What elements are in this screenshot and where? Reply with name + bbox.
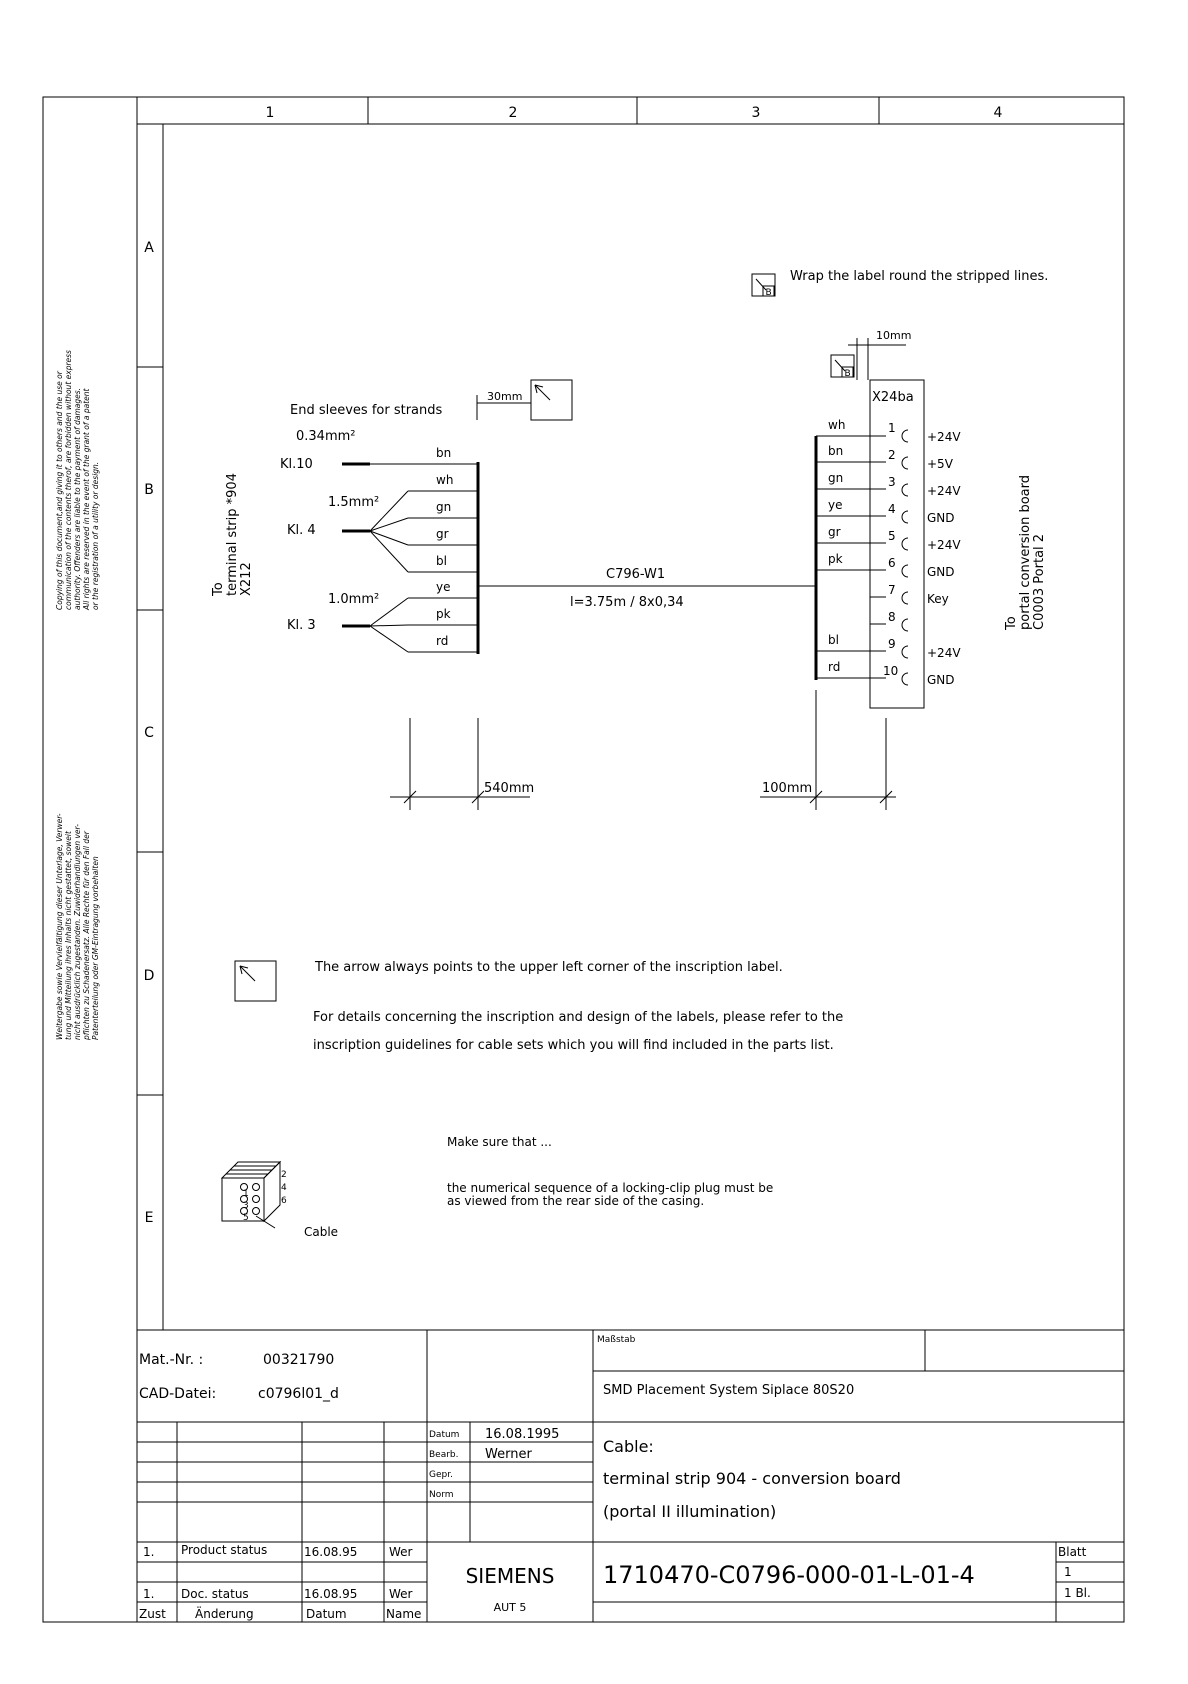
svg-text:Weitergabe sowie Vervielfältig: Weitergabe sowie Vervielfältigung dieser Unterlage, Verwer- [55, 813, 64, 1040]
copyright-notice-de [55, 813, 100, 1041]
mat-value: 00321790 [263, 1352, 335, 1368]
copyright-notice-en [55, 350, 100, 611]
svg-text:5: 5 [243, 1213, 249, 1223]
svg-text:pk: pk [828, 552, 843, 566]
header-zust: Zust [139, 1607, 166, 1621]
fan-kl3 [370, 598, 478, 652]
svg-text:GND: GND [927, 511, 955, 525]
end-sleeves-label: End sleeves for strands [290, 403, 443, 418]
blatt-value: 1 [1064, 1565, 1072, 1579]
svg-text:2: 2 [281, 1170, 287, 1180]
svg-text:wh: wh [436, 473, 454, 487]
svg-text:nicht ausdrücklich zugestanden: nicht ausdrücklich zugestanden. Zuwiderhandlungen ver- [73, 824, 82, 1040]
label-marker-icon [752, 274, 775, 298]
dimension-lines [390, 690, 896, 810]
row-label: C [144, 725, 154, 741]
connector-pins [883, 421, 898, 678]
system-name: SMD Placement System Siplace 80S20 [603, 1383, 855, 1398]
dim-540mm: 540mm [484, 781, 535, 796]
column-label: 4 [993, 105, 1003, 121]
svg-text:6: 6 [281, 1196, 287, 1206]
svg-text:gr: gr [828, 525, 841, 539]
svg-text:GND: GND [927, 673, 955, 687]
svg-text:terminal strip *904: terminal strip *904 [225, 473, 240, 596]
svg-text:GND: GND [927, 565, 955, 579]
svg-text:1: 1 [888, 421, 896, 435]
bearb-label: Bearb. [429, 1450, 459, 1460]
header-name: Name [386, 1607, 422, 1621]
svg-text:4: 4 [281, 1183, 287, 1193]
svg-text:rd: rd [436, 634, 449, 648]
svg-text:+24V: +24V [927, 430, 961, 444]
left-wire-labels [436, 446, 453, 648]
arrow-label-icon [235, 961, 276, 1001]
svg-text:bl: bl [436, 554, 447, 568]
rev1-name: Wer [389, 1545, 413, 1559]
rev1-zust: 1. [143, 1545, 155, 1559]
svg-text:tung und Mitteilung ihres Inha: tung und Mitteilung ihres Inhalts nicht gestattet, soweit [64, 831, 73, 1040]
svg-text:ye: ye [436, 580, 451, 594]
label-marker-icon [831, 355, 854, 379]
svg-text:2: 2 [888, 448, 896, 462]
rev2-zust: 1. [143, 1587, 155, 1601]
svg-text:9: 9 [888, 637, 896, 651]
svg-text:8: 8 [888, 610, 896, 624]
massstab-label: Maßstab [597, 1335, 636, 1345]
cable-title: Cable: [603, 1437, 654, 1456]
svg-text:Patenterteilung oder GM-Eintra: Patenterteilung oder GM-Eintragung vorbehalten [91, 856, 100, 1040]
svg-text:B: B [765, 288, 772, 298]
note-arrow: The arrow always points to the upper left corner of the inscription label. [315, 960, 783, 975]
svg-text:or the registration of a utili: or the registration of a utility or design. [91, 461, 100, 610]
svg-text:+24V: +24V [927, 538, 961, 552]
cable-name: C796-W1 [606, 567, 666, 582]
dim-10mm: 10mm [876, 329, 912, 342]
gauge-15: 1.5mm² [328, 495, 380, 510]
svg-text:bl: bl [828, 633, 839, 647]
cad-label: CAD-Datei: [139, 1386, 217, 1402]
svg-text:6: 6 [888, 556, 896, 570]
svg-text:10: 10 [883, 664, 899, 678]
rev2-date: 16.08.95 [304, 1587, 358, 1601]
socket-icons [902, 430, 908, 685]
bearb-value: Werner [485, 1447, 532, 1462]
svg-text:All rights are reserved in the: All rights are reserved in the event of the grant of a patent [82, 388, 91, 610]
svg-text:+24V: +24V [927, 484, 961, 498]
rev1-change: Product status [181, 1543, 268, 1557]
wrap-label-note: Wrap the label round the stripped lines. [790, 269, 1049, 284]
right-destination [1004, 475, 1047, 631]
connector-x24ba [870, 380, 924, 708]
svg-text:Key: Key [927, 592, 949, 606]
svg-text:3: 3 [243, 1201, 249, 1211]
plug-cable-label: Cable [304, 1225, 339, 1239]
row-label: A [144, 240, 154, 256]
mat-label: Mat.-Nr. : [139, 1352, 204, 1368]
note-details-1: For details concerning the inscription and design of the labels, please refer to the [313, 1010, 844, 1025]
make-sure: Make sure that ... [447, 1135, 552, 1149]
rev2-change: Doc. status [181, 1587, 249, 1601]
fan-kl4 [370, 491, 478, 572]
right-wire-labels [828, 418, 845, 674]
svg-text:portal conversion board: portal conversion board [1018, 475, 1033, 630]
svg-text:4: 4 [888, 502, 896, 516]
rev2-name: Wer [389, 1587, 413, 1601]
connector-name: X24ba [872, 390, 914, 405]
label-box-icon [531, 380, 572, 420]
gauge-034: 0.34mm² [296, 429, 356, 444]
left-destination [211, 473, 254, 597]
svg-text:C0003 Portal 2: C0003 Portal 2 [1032, 533, 1047, 630]
gepr-label: Gepr. [429, 1470, 453, 1480]
svg-text:5: 5 [888, 529, 896, 543]
svg-text:Copying of this document,and g: Copying of this document,and giving it to others and the use or [55, 371, 64, 610]
svg-text:gn: gn [436, 500, 452, 514]
dim-100mm: 100mm [762, 781, 813, 796]
row-label: D [143, 968, 155, 984]
blatt-label: Blatt [1058, 1545, 1087, 1559]
svg-text:communication of the contents: communication of the contents therof, are forbidden without express [64, 350, 73, 610]
cable-spec: l=3.75m / 8x0,34 [570, 595, 684, 610]
svg-text:1: 1 [243, 1189, 249, 1199]
svg-text:pflichten zu Schadenersatz. Al: pflichten zu Schadenersatz. Alle Rechte für den Fall der [82, 831, 91, 1040]
sequence-2: as viewed from the rear side of the casing. [447, 1194, 705, 1208]
svg-text:bn: bn [436, 446, 452, 460]
svg-text:pk: pk [436, 607, 451, 621]
cable-desc-1: terminal strip 904 - conversion board [603, 1469, 901, 1488]
terminal-kl10: Kl.10 [280, 457, 313, 472]
header-change: Änderung [195, 1607, 254, 1621]
svg-text:B: B [844, 369, 851, 379]
document-number: 1710470-C0796-000-01-L-01-4 [603, 1561, 975, 1589]
terminal-kl3: Kl. 3 [287, 618, 316, 633]
svg-text:+5V: +5V [927, 457, 953, 471]
norm-label: Norm [429, 1490, 454, 1500]
note-details-2: inscription guidelines for cable sets which you will find included in the parts list. [313, 1038, 834, 1053]
row-label: E [144, 1210, 154, 1226]
rev1-date: 16.08.95 [304, 1545, 358, 1559]
gauge-10: 1.0mm² [328, 592, 380, 607]
department: AUT 5 [493, 1601, 527, 1614]
svg-text:authority. Offenders are liabl: authority. Offenders are liable to the payment of damages. [73, 387, 82, 610]
svg-text:ye: ye [828, 498, 843, 512]
svg-text:To: To [211, 582, 226, 596]
pin-signals [927, 430, 961, 687]
svg-text:gn: gn [828, 471, 844, 485]
terminal-kl4: Kl. 4 [287, 523, 316, 538]
sequence-1: the numerical sequence of a locking-clip plug must be [447, 1181, 774, 1195]
svg-text:bn: bn [828, 444, 844, 458]
svg-text:7: 7 [888, 583, 896, 597]
blatt-total: 1 Bl. [1064, 1586, 1091, 1600]
column-label: 1 [265, 105, 275, 121]
svg-text:rd: rd [828, 660, 841, 674]
svg-text:3: 3 [888, 475, 896, 489]
header-datum: Datum [306, 1607, 347, 1621]
datum-value: 16.08.1995 [485, 1427, 560, 1442]
svg-text:+24V: +24V [927, 646, 961, 660]
svg-text:X212: X212 [239, 562, 254, 596]
svg-text:To: To [1004, 616, 1019, 630]
column-label: 3 [751, 105, 761, 121]
row-label: B [144, 482, 154, 498]
locking-clip-plug-icon [222, 1162, 280, 1228]
cable-desc-2: (portal II illumination) [603, 1502, 777, 1521]
svg-text:wh: wh [828, 418, 846, 432]
dim-30mm: 30mm [487, 390, 523, 403]
cad-value: c0796l01_d [258, 1386, 339, 1402]
datum-label: Datum [429, 1430, 460, 1440]
svg-text:gr: gr [436, 527, 449, 541]
column-label: 2 [508, 105, 518, 121]
company-name: SIEMENS [465, 1564, 555, 1588]
